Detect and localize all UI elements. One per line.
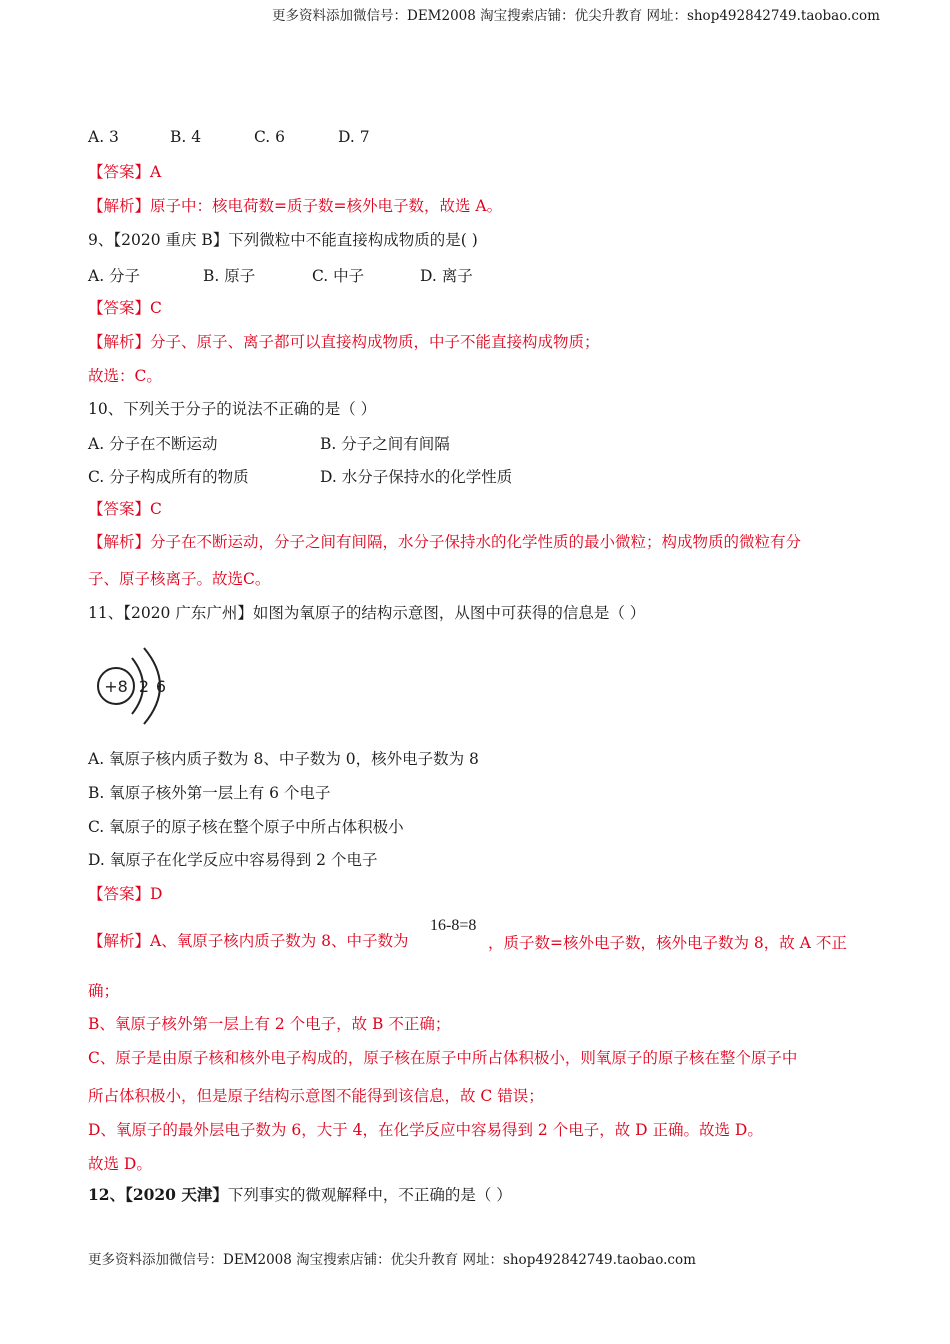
nucleus-charge: +8 [104,677,128,696]
q9-option-c: C. 中子 [312,267,365,285]
q9-analysis: 【解析】分子、原子、离子都可以直接构成物质，中子不能直接构成物质； [88,333,600,351]
q11-analysis-a-end: 确； [88,982,120,1000]
q10-analysis-line2: 子、原子核离子。故选C。 [88,570,271,588]
q12-text: 下列事实的微观解释中，不正确的是（ ） [227,1186,512,1204]
q10-answer: 【答案】C [88,500,162,518]
q11-analysis-c-line1: C、原子是由原子核和核外电子构成的，原子核在原子中所占体积极小，则氧原子的原子核在整个原子中 [88,1049,798,1067]
q9-answer: 【答案】C [88,299,162,317]
shell2-electrons: 6 [155,677,167,696]
q8-option-b: B. 4 [170,128,202,146]
q11-analysis-a-formula: 16-8=8 [430,917,477,934]
oxygen-atom-diagram [92,640,182,730]
q11-option-a: A. 氧原子核内质子数为 8、中子数为 0，核外电子数为 8 [88,750,479,768]
q11-analysis-b: B、氧原子核外第一层上有 2 个电子，故 B 不正确； [88,1015,451,1033]
q10-option-b: B. 分子之间有间隔 [320,435,450,453]
q11-option-d: D. 氧原子在化学反应中容易得到 2 个电子 [88,851,378,869]
q10-stem: 10、下列关于分子的说法不正确的是（ ） [88,400,377,418]
q8-option-d: D. 7 [338,128,370,146]
q9-conclusion: 故选：C。 [88,367,162,385]
q10-option-a: A. 分子在不断运动 [88,435,218,453]
q11-analysis-d: D、氧原子的最外层电子数为 6，大于 4，在化学反应中容易得到 2 个电子，故 D 正确。故选 D。 [88,1121,763,1139]
q8-answer: 【答案】A [88,163,162,181]
q11-answer: 【答案】D [88,885,163,903]
q11-option-b: B. 氧原子核外第一层上有 6 个电子 [88,784,331,802]
q8-option-a: A. 3 [88,128,119,146]
q10-analysis-line1: 【解析】分子在不断运动，分子之间有间隔，水分子保持水的化学性质的最小微粒；构成物质的微粒有分 [88,533,802,551]
q9-stem: 9、【2020 重庆 B】下列微粒中不能直接构成物质的是( ) [88,231,478,249]
q11-analysis-a-pre: 【解析】A、氧原子核内质子数为 8、中子数为 [88,932,409,950]
q8-analysis: 【解析】原子中：核电荷数=质子数=核外电子数，故选 A。 [88,197,503,215]
q9-option-b: B. 原子 [203,267,256,285]
q11-analysis-c-line2: 所占体积极小，但是原子结构示意图不能得到该信息，故 C 错误； [88,1087,544,1105]
q8-option-c: C. 6 [254,128,286,146]
page-header: 更多资料添加微信号：DEM2008 淘宝搜索店铺：优尖升教育 网址：shop492842749.taobao.com [272,8,880,24]
page-footer: 更多资料添加微信号：DEM2008 淘宝搜索店铺：优尖升教育 网址：shop492842749.taobao.com [88,1252,696,1268]
q10-option-d: D. 水分子保持水的化学性质 [320,468,513,486]
q11-conclusion: 故选 D。 [88,1155,152,1173]
q12-stem [88,1185,512,1205]
q11-analysis-a-post: ，质子数=核外电子数，核外电子数为 8，故 A 不正 [488,934,847,952]
q11-option-c: C. 氧原子的原子核在整个原子中所占体积极小 [88,818,404,836]
q9-option-a: A. 分子 [88,267,141,285]
q11-stem: 11、【2020 广东广州】如图为氧原子的结构示意图，从图中可获得的信息是（ ） [88,604,646,622]
q12-source: 【2020 天津】 [125,1185,228,1204]
q9-option-d: D. 离子 [420,267,473,285]
q10-option-c: C. 分子构成所有的物质 [88,468,249,486]
q12-number: 12、 [88,1185,126,1204]
shell1-electrons: 2 [138,677,150,696]
